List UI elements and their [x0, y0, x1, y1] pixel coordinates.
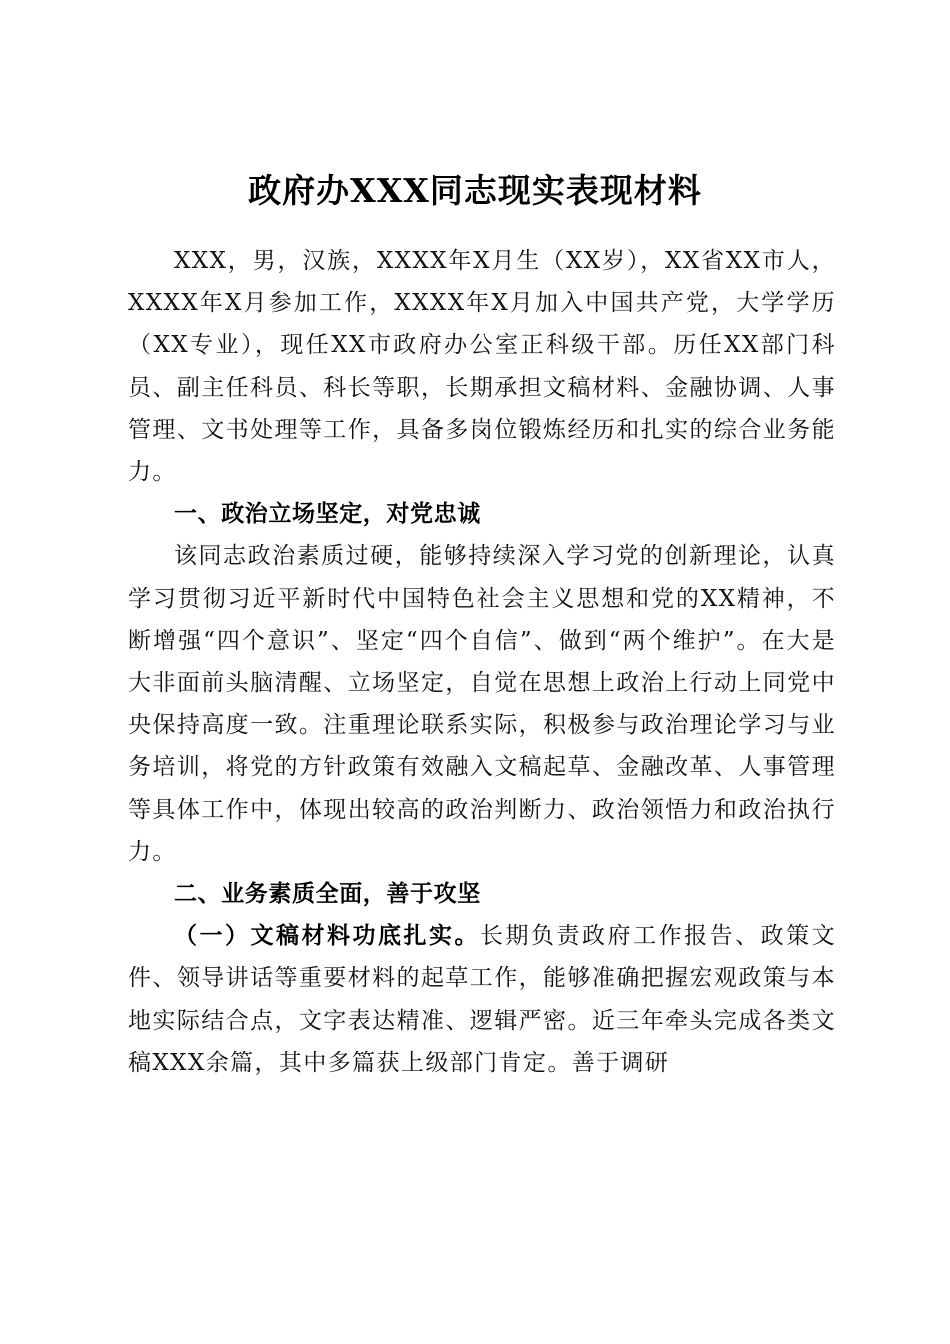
- section-2-sub-1-body: 长期负责政府工作报告、政策文件、领导讲话等重要材料的起草工作，能够准确把握宏观政策与本地实际结合点，文字表达精准、逻辑严密。近三年牵头完成各类文稿XXX余篇，其中多篇获上级部门肯定。善于调研: [128, 923, 836, 1076]
- section-1-paragraph: 该同志政治素质过硬，能够持续深入学习党的创新理论，认真学习贯彻习近平新时代中国特色社会主义思想和党的XX精神，不断增强“四个意识”、坚定“四个自信”、做到“两个维护”。在大是大非面前头脑清醒、立场坚定，自觉在思想上政治上行动上同党中央保持高度一致。注重理论联系实际，积极参与政治理论学习与业务培训，将党的方针政策有效融入文稿起草、金融改革、人事管理等具体工作中，体现出较高的政治判断力、政治领悟力和政治执行力。: [128, 543, 836, 865]
- document-title: 政府办XXX同志现实表现材料: [248, 171, 702, 210]
- section-1-heading: 一、政治立场坚定，对党忠诚: [174, 501, 481, 528]
- document-body: [128, 240, 836, 1084]
- section-2-sub-1-lead: （一）文稿材料功底扎实。: [174, 922, 481, 950]
- intro-paragraph: XXX，男，汉族，XXXX年X月生（XX岁），XX省XX市人，XXXX年X月参加工作，XXXX年X月加入中国共产党，大学学历（XX专业），现任XX市政府办公室正科级干部。历任XX部门科员、副主任科员、科长等职，长期承担文稿材料、金融协调、人事管理、文书处理等工作，具备多岗位锻炼经历和扎实的综合业务能力。: [128, 248, 836, 486]
- section-2-sub-1-paragraph: [128, 915, 836, 1084]
- section-2-heading: 二、业务素质全面，善于攻坚: [174, 881, 481, 908]
